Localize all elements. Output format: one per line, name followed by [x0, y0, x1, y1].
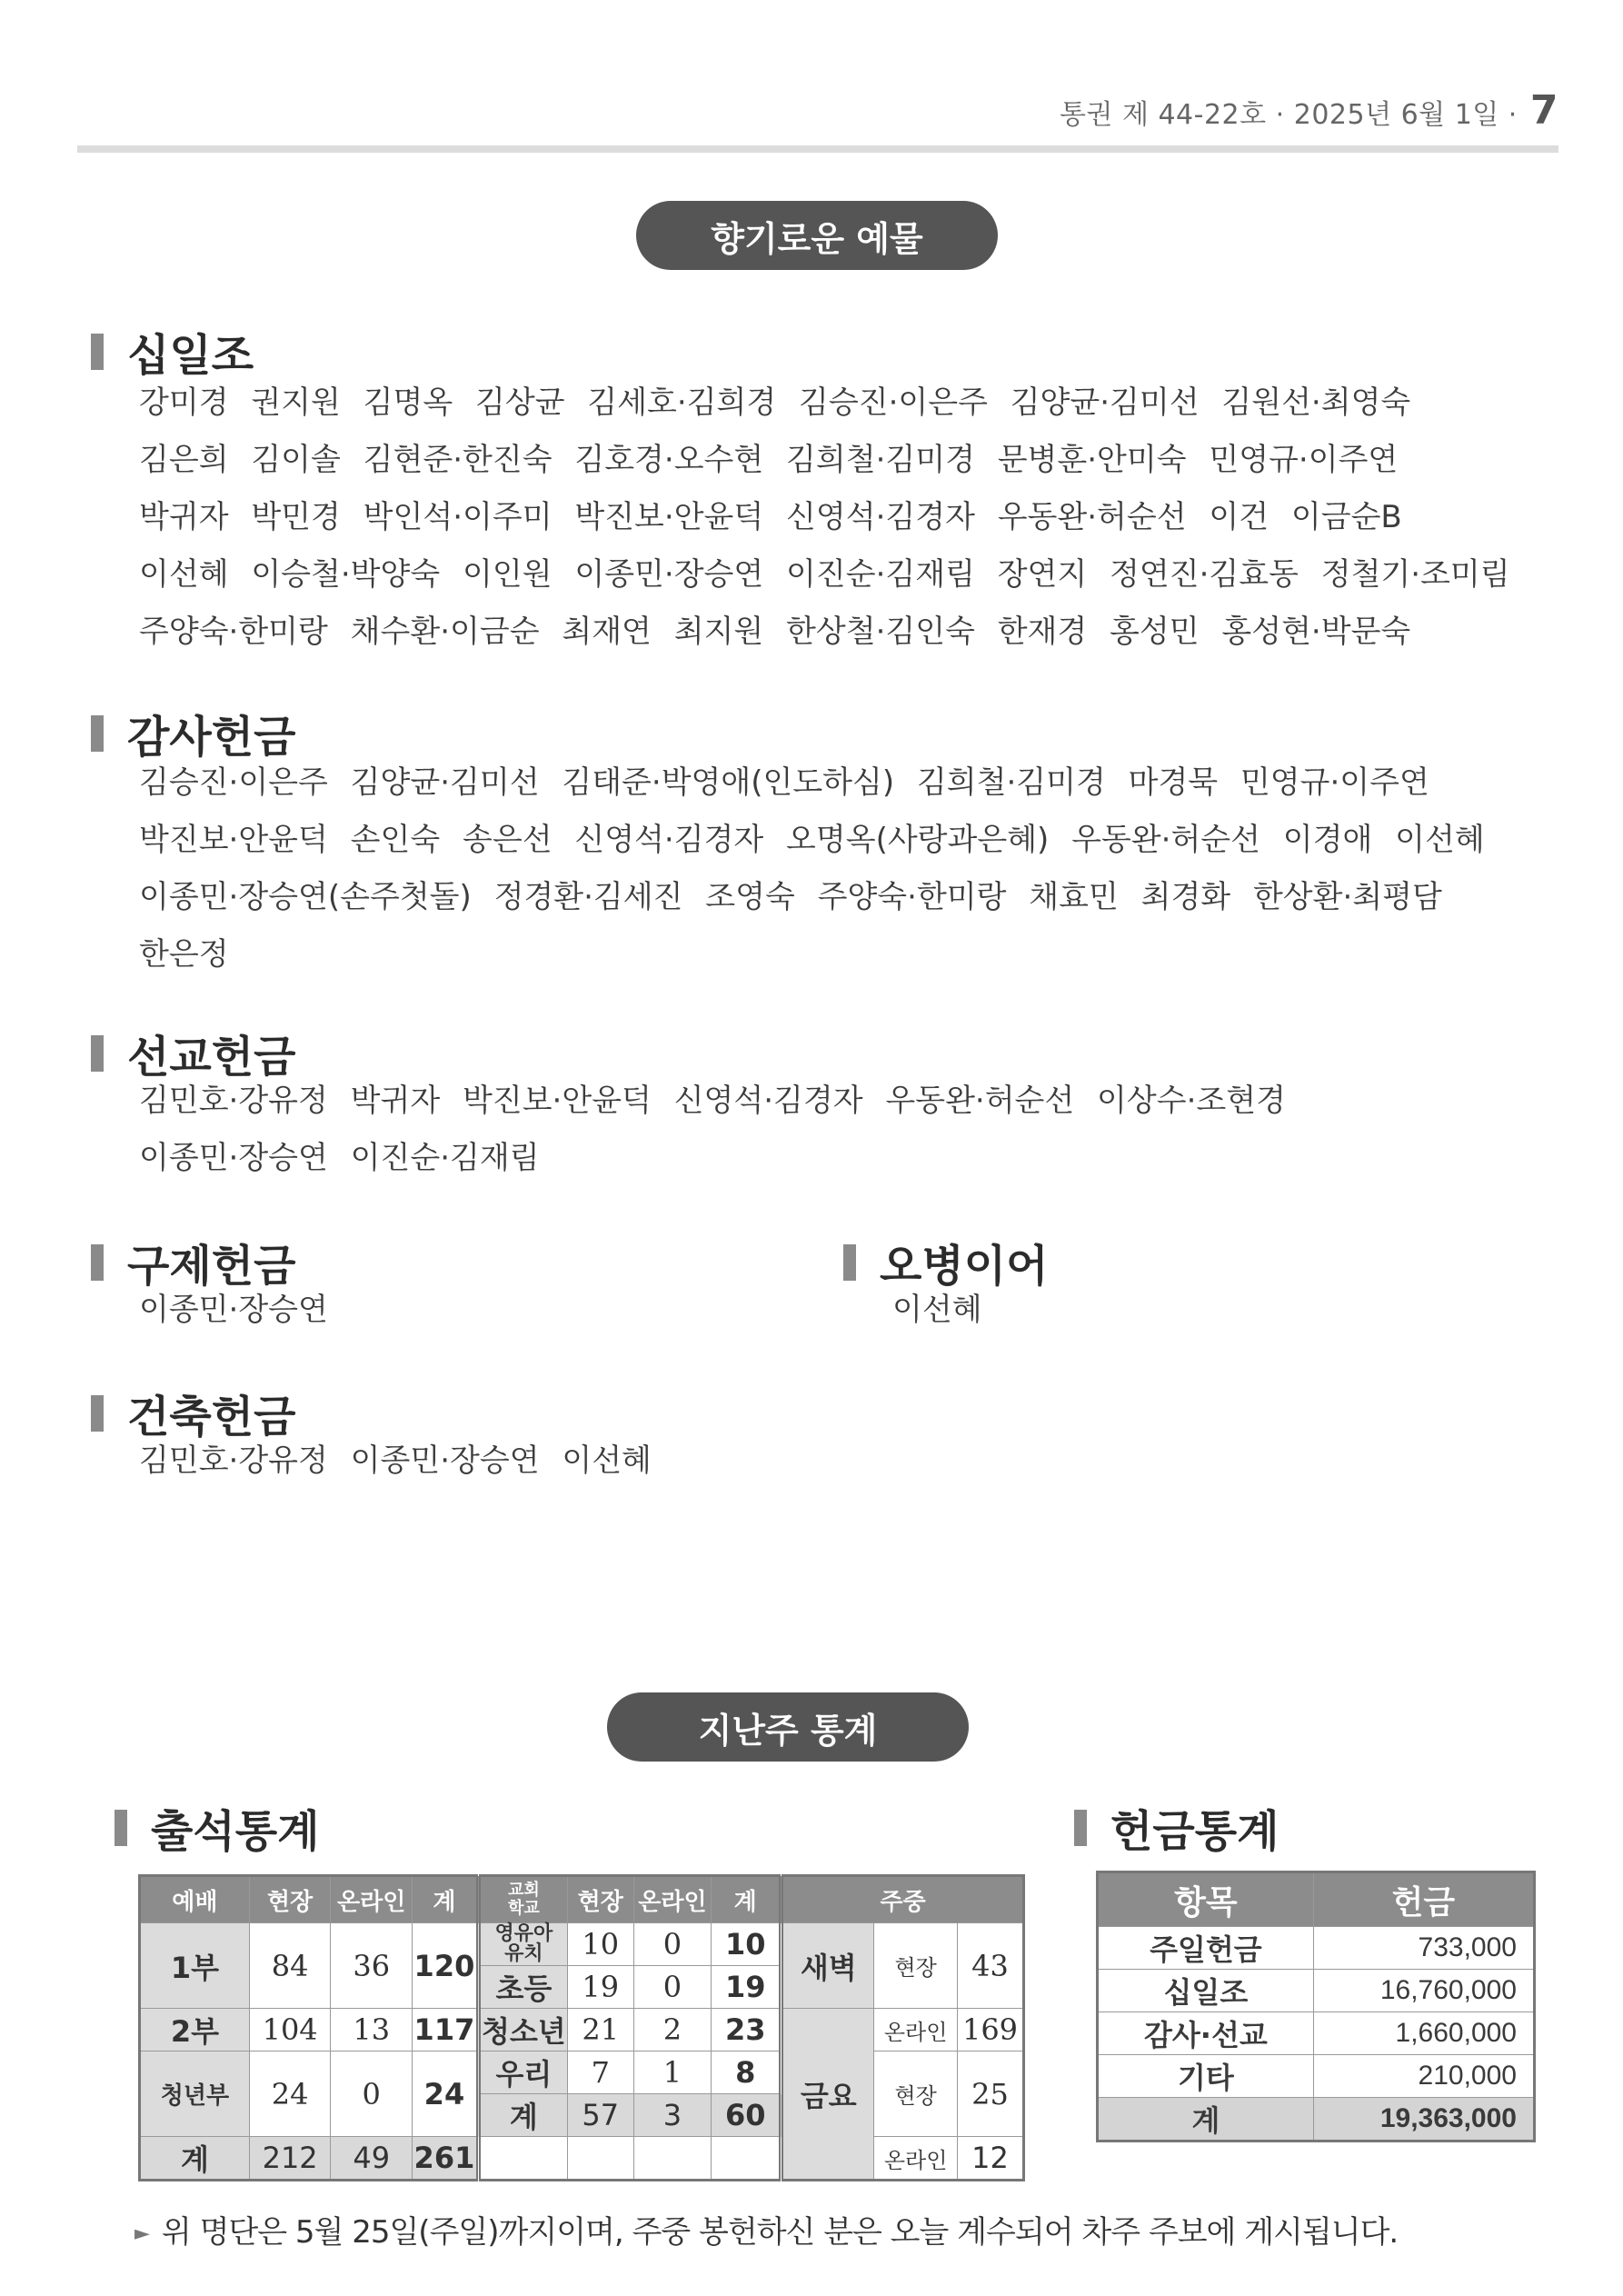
cell-online: 13	[331, 2009, 413, 2051]
cell-total: 10	[712, 1923, 782, 1966]
name-line: 이종민·장승연(손주첫돌) 정경환·김세진 조영숙 주양숙·한미랑 채효민 최경화 한상환·최평담	[139, 879, 1442, 915]
mission-names	[139, 1073, 1286, 1187]
section-title-thanks: 감사헌금	[91, 702, 295, 764]
relief-names	[139, 1282, 328, 1339]
cell-total: 23	[712, 2009, 782, 2051]
name-line: 김승진·이은주 김양균·김미선 김태준·박영애(인도하심) 김희철·김미경 마경묵 민영규·이주연	[139, 764, 1429, 801]
offering-stats-table	[1096, 1871, 1536, 2142]
empty-cell	[633, 2137, 711, 2181]
name-line: 이선혜 이승철·박양숙 이인원 이종민·장승연 이진순·김재림 장연지 정연진·김효동 정철기·조미림	[139, 556, 1510, 593]
section-marker	[115, 1810, 127, 1846]
name-line: 이선혜	[892, 1292, 982, 1328]
header-item: 항목	[1098, 1872, 1314, 1927]
cell-online: 3	[633, 2094, 711, 2137]
offering-stats-title: 헌금통계	[1074, 1796, 1279, 1859]
offering-item: 감사·선교	[1098, 2012, 1314, 2055]
cell-total: 261	[412, 2137, 478, 2181]
cell-online: 0	[633, 1966, 711, 2009]
weekday-count: 12	[958, 2137, 1024, 2181]
cell-onsite: 212	[249, 2137, 331, 2181]
section-marker	[91, 334, 104, 370]
header-total: 계	[712, 1876, 782, 1923]
service-name: 1부	[140, 1923, 250, 2009]
header-amount: 헌금	[1313, 1872, 1534, 1927]
building-names	[139, 1433, 652, 1490]
name-line: 강미경 권지원 김명옥 김상균 김세호·김희경 김승진·이은주 김양균·김미선 김원선·최영숙	[139, 384, 1411, 421]
header-online: 온라인	[331, 1876, 413, 1923]
service-name: 청년부	[140, 2051, 250, 2137]
offering-amount: 1,660,000	[1313, 2012, 1534, 2055]
name-line: 김은희 김이솔 김현준·한진숙 김호경·오수현 김희철·김미경 문병훈·안미숙 민영규·이주연	[139, 442, 1399, 478]
cell-online: 36	[331, 1923, 413, 2009]
name-line: 한은정	[139, 936, 229, 973]
attendance-table	[138, 1874, 1025, 2181]
offering-item: 기타	[1098, 2055, 1314, 2098]
weekday-count: 169	[958, 2009, 1024, 2051]
section-title-mission: 선교헌금	[91, 1022, 295, 1084]
empty-cell	[478, 2137, 567, 2181]
offering-item: 계	[1098, 2098, 1314, 2141]
page-header	[77, 87, 1558, 134]
cell-onsite: 104	[249, 2009, 331, 2051]
school-name: 우리	[478, 2051, 567, 2094]
section-marker	[91, 1395, 104, 1432]
cell-online: 0	[331, 2051, 413, 2137]
offering-amount: 19,363,000	[1313, 2098, 1534, 2141]
triangle-bullet-icon: ►	[134, 2222, 149, 2245]
stats-banner: 지난주 통계	[607, 1692, 969, 1762]
cell-online: 0	[633, 1923, 711, 1966]
weekday-type: 온라인	[874, 2137, 958, 2181]
cell-online: 2	[633, 2009, 711, 2051]
header-divider	[77, 145, 1558, 153]
cell-onsite: 24	[249, 2051, 331, 2137]
cell-total: 117	[412, 2009, 478, 2051]
school-name: 계	[478, 2094, 567, 2137]
cell-onsite: 19	[567, 1966, 633, 2009]
weekday-type: 현장	[874, 1923, 958, 2009]
name-line: 김민호·강유정 박귀자 박진보·안윤덕 신영석·김경자 우동완·허순선 이상수·조현경	[139, 1083, 1286, 1119]
header-weekday: 주중	[782, 1876, 1024, 1923]
name-line: 이종민·장승연	[139, 1292, 328, 1328]
weekday-name: 새벽	[782, 1923, 874, 2009]
header-total: 계	[412, 1876, 478, 1923]
footnote	[134, 2207, 1398, 2251]
offering-amount: 733,000	[1313, 1927, 1534, 1970]
weekday-count: 25	[958, 2051, 1024, 2137]
offering-amount: 210,000	[1313, 2055, 1534, 2098]
name-line: 주양숙·한미랑 채수환·이금순 최재연 최지원 한상철·김인숙 한재경 홍성민 홍성현·박문숙	[139, 614, 1411, 650]
cell-onsite: 10	[567, 1923, 633, 1966]
cell-onsite: 7	[567, 2051, 633, 2094]
offerings-banner: 향기로운 예물	[636, 201, 998, 270]
thanks-names	[139, 754, 1485, 983]
cell-total: 8	[712, 2051, 782, 2094]
service-name: 2부	[140, 2009, 250, 2051]
school-name: 영유아 유치	[478, 1923, 567, 1966]
section-title-building: 건축헌금	[91, 1382, 295, 1444]
attendance-title: 출석통계	[115, 1796, 319, 1859]
tithe-names	[139, 374, 1510, 661]
section-marker	[91, 1244, 104, 1281]
header-school: 교회 학교	[478, 1876, 567, 1923]
issue-info: 통권 제 44-22호 · 2025년 6월 1일 ·	[1059, 99, 1527, 131]
header-online: 온라인	[633, 1876, 711, 1923]
name-line: 김민호·강유정 이종민·장승연 이선혜	[139, 1442, 652, 1479]
service-name: 계	[140, 2137, 250, 2181]
weekday-type: 온라인	[874, 2009, 958, 2051]
school-name: 초등	[478, 1966, 567, 2009]
name-line: 박진보·안윤덕 손인숙 송은선 신영석·김경자 오명옥(사랑과은혜) 우동완·허순선 이경애 이선혜	[139, 822, 1485, 858]
cell-online: 49	[331, 2137, 413, 2181]
weekday-type: 현장	[874, 2051, 958, 2137]
name-line: 박귀자 박민경 박인석·이주미 박진보·안윤덕 신영석·김경자 우동완·허순선 이건 이금순B	[139, 499, 1402, 535]
offering-item: 십일조	[1098, 1970, 1314, 2012]
header-onsite: 현장	[567, 1876, 633, 1923]
cell-total: 60	[712, 2094, 782, 2137]
page-number: 7	[1529, 87, 1558, 134]
section-title-fish: 오병이어	[843, 1231, 1048, 1293]
cell-total: 120	[412, 1923, 478, 2009]
cell-total: 24	[412, 2051, 478, 2137]
school-name: 청소년	[478, 2009, 567, 2051]
cell-total: 19	[712, 1966, 782, 2009]
section-marker	[91, 715, 104, 752]
section-marker	[843, 1244, 856, 1281]
header-onsite: 현장	[249, 1876, 331, 1923]
section-title-relief: 구제헌금	[91, 1231, 295, 1293]
cell-online: 1	[633, 2051, 711, 2094]
cell-onsite: 21	[567, 2009, 633, 2051]
offering-item: 주일헌금	[1098, 1927, 1314, 1970]
name-line: 이종민·장승연 이진순·김재림	[139, 1140, 540, 1176]
fish-names	[892, 1282, 982, 1339]
section-marker	[1074, 1810, 1087, 1846]
section-marker	[91, 1035, 104, 1072]
header-service: 예배	[140, 1876, 250, 1923]
section-title-tithe: 십일조	[91, 320, 254, 383]
weekday-name: 금요	[782, 2009, 874, 2181]
footnote-text: 위 명단은 5월 25일(주일)까지이며, 주중 봉헌하신 분은 오늘 계수되어 차주 주보에 게시됩니다.	[161, 2214, 1399, 2251]
weekday-count: 43	[958, 1923, 1024, 2009]
cell-onsite: 84	[249, 1923, 331, 2009]
empty-cell	[712, 2137, 782, 2181]
empty-cell	[567, 2137, 633, 2181]
offering-amount: 16,760,000	[1313, 1970, 1534, 2012]
cell-onsite: 57	[567, 2094, 633, 2137]
